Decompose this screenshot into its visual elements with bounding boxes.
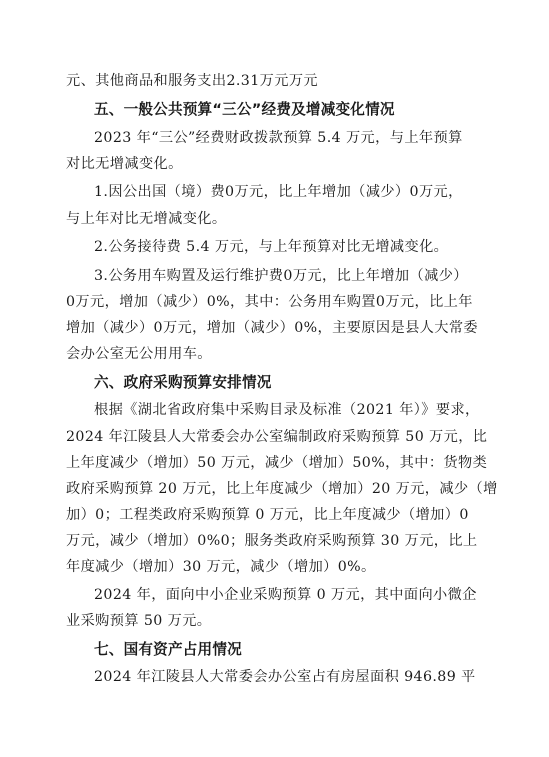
body-text-line: 加）0；工程类政府采购预算 0 万元，比上年度减少（增加）0 [66, 507, 469, 523]
body-text-line: 2024 年江陵县人大常委会办公室占有房屋面积 946.89 平 [94, 669, 476, 685]
section-heading-seven: 七、国有资产占用情况 [94, 641, 242, 658]
body-text-line: 0万元，增加（减少）0%，其中：公务用车购置0万元，比上年 [66, 294, 473, 310]
body-text-line: 上年度减少（增加）50 万元，减少（增加）50%，其中：货物类 [66, 455, 488, 471]
body-text-line: 会办公室无公用用车。 [66, 346, 212, 362]
body-text-line: 1.因公出国（境）费0万元，比上年增加（减少）0万元， [94, 184, 463, 200]
body-text-line: 元、其他商品和服务支出2.31万元万元 [66, 73, 319, 89]
body-text-line: 政府采购预算 20 万元，比上年度减少（增加）20 万元，减少（增 [66, 481, 498, 497]
section-heading-six: 六、政府采购预算安排情况 [94, 374, 272, 391]
body-text-line: 对比无增减变化。 [66, 156, 183, 172]
section-heading-five: 五、一般公共预算“三公”经费及增减变化情况 [94, 101, 395, 118]
body-text-line: 根据《湖北省政府集中采购目录及标准（2021 年）》要求， [94, 402, 480, 418]
body-text-line: 业采购预算 50 万元。 [66, 613, 212, 629]
body-text-line: 2.公务接待费 5.4 万元，与上年预算对比无增减变化。 [94, 239, 449, 255]
body-text-line: 年度减少（增加）30 万元，减少（增加）0%。 [66, 559, 376, 575]
body-text-line: 万元，减少（增加）0%0；服务类政府采购预算 30 万元，比上 [66, 533, 478, 549]
body-text-line: 与上年对比无增减变化。 [66, 211, 227, 227]
body-text-line: 增加（减少）0万元，增加（减少）0%，主要原因是县人大常委 [66, 320, 479, 336]
body-text-line: 2024 年江陵县人大常委会办公室编制政府采购预算 50 万元，比 [66, 429, 488, 445]
body-text-line: 2024 年，面向中小企业采购预算 0 万元，其中面向小微企 [94, 587, 477, 603]
body-text-line: 3.公务用车购置及运行维护费0万元，比上年增加（减少） [94, 268, 468, 284]
body-text-line: 2023 年“三公”经费财政拨款预算 5.4 万元，与上年预算 [94, 130, 463, 146]
